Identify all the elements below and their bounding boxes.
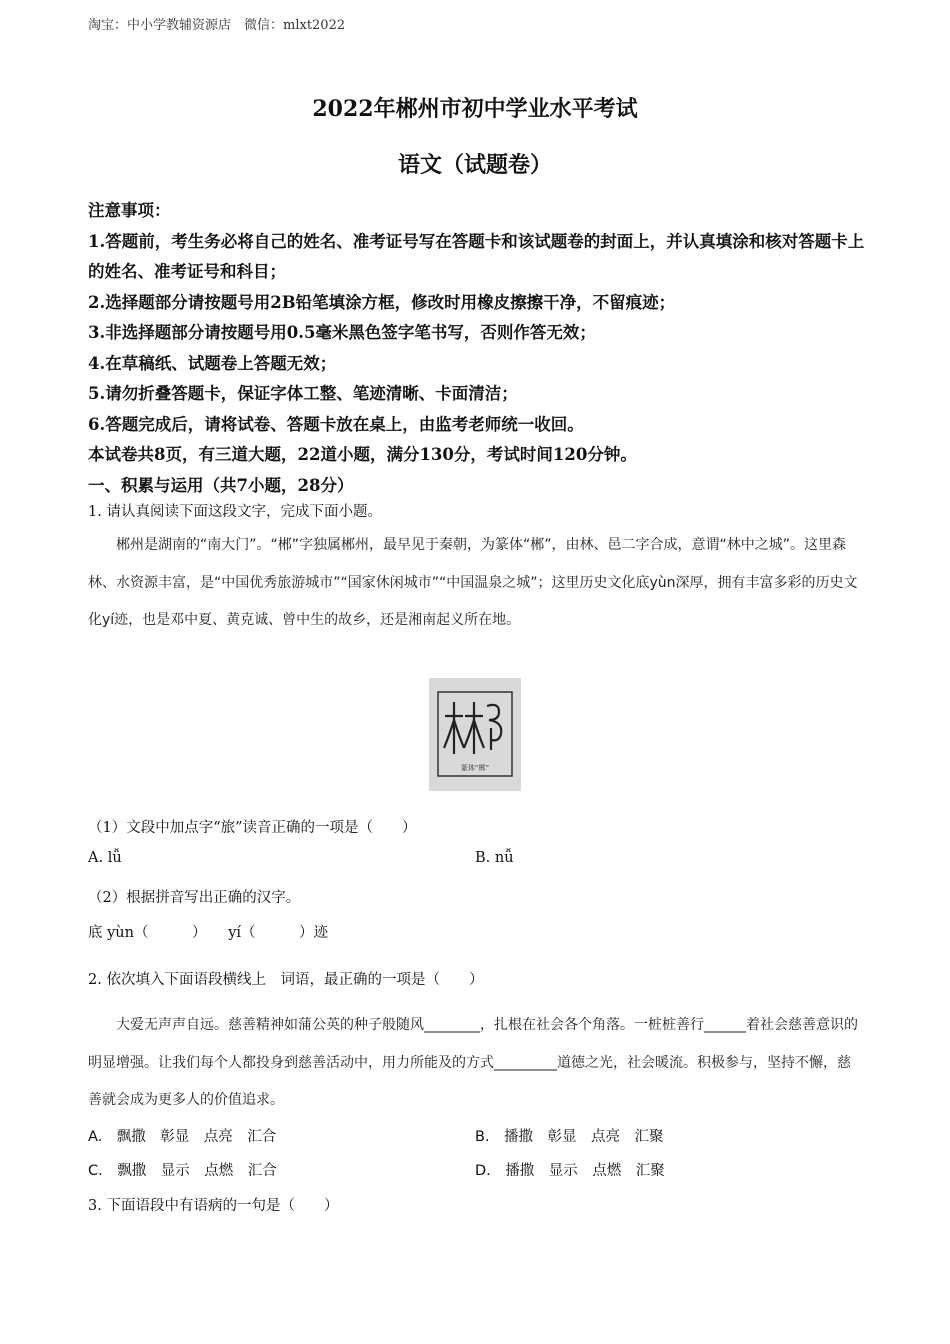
option-c: C. 飘撒 显示 点燃 汇合 [88, 1163, 277, 1179]
notice-item: 3.非选择题部分请按题号用0.5毫米黑色签字笔书写，否则作答无效； [88, 323, 596, 342]
notice-item: 6.答题完成后，请将试卷、答题卡放在桌上，由监考老师统一收回。 [88, 414, 584, 434]
question-1-stem: 1. 请认真阅读下面这段文字，完成下面小题。 [88, 504, 382, 520]
pinyin-blanks: 底 yùn（ ） yí（ ）迹 [88, 925, 329, 941]
option-d: D. 播撒 显示 点燃 汇聚 [475, 1163, 665, 1179]
option-b: B. nǚ [475, 850, 514, 866]
question-3-stem: 3. 下面语段中有语病的一句是（ ） [88, 1198, 339, 1214]
question-1-sub-1: （1）文段中加点字“旅”读音正确的一项是（ ） [88, 820, 417, 836]
exam-subtitle: 语文（试题卷） [397, 152, 552, 178]
notice-summary: 本试卷共8页，有三道大题，22道小题，满分130分，考试时间120分钟。 [88, 445, 637, 464]
notice-item: 4.在草稿纸、试题卷上答题无效； [88, 353, 337, 373]
passage-text: 郴州是湖南的“南大门”。“郴”字独属郴州，最早见于秦朝，为篆体“郴”，由林、邑二字合成，意谓“林中之城”。这里森林、水资源丰富，是“中国优秀旅游城市”“国家休闲城市”“中国温泉之城”；这里历史文化底yùn深厚，拥有丰富多彩的历史文化yí迹，也是邓中夏、黄克诚、曾中生的故乡，还是湘南起义所在地。 [88, 537, 858, 628]
section-title: 一、积累与运用（共7小题，28分） [88, 475, 354, 495]
notice-item: 5.请勿折叠答题卡，保证字体工整、笔迹清晰、卡面清洁； [88, 384, 518, 403]
seal-caption: 篆体“郴” [460, 764, 490, 772]
seal-image [429, 678, 521, 791]
option-b: B. 播撒 彰显 点亮 汇聚 [475, 1129, 664, 1145]
exam-title: 2022年郴州市初中学业水平考试 [312, 96, 638, 122]
notice-item: 2.选择题部分请按题号用2B铅笔填涂方框，修改时用橡皮擦擦干净，不留痕迹； [88, 292, 676, 312]
seal-script-chen-icon [429, 678, 521, 791]
question-1-passage [88, 527, 864, 640]
question-2-stem: 2. 依次填入下面语段横线上 词语，最正确的一项是（ ） [88, 972, 484, 988]
option-a: A. 飘撒 彰显 点亮 汇合 [88, 1129, 277, 1145]
notice-item: 1.答题前，考生务必将自己的姓名、准考证号写在答题卡和该试题卷的封面上，并认真填涂和核对答题卡上的姓名、准考证号和科目； [88, 231, 865, 281]
notice-block [88, 196, 868, 501]
option-a: A. lǚ [88, 850, 122, 866]
notice-heading: 注意事项： [88, 201, 171, 220]
page-header-note: 淘宝：中小学教辅资源店 微信：mlxt2022 [88, 18, 346, 33]
passage-text: 大爱无声声自远。慈善精神如蒲公英的种子般随风________，扎根在社会各个角落。一桩桩善行______着社会慈善意识的明显增强。让我们每个人都投身到慈善活动中，用力所能及的方式_________道德之光，社会暖流。积极参与，坚持不懈，慈善就会成为更多人的价值追求。 [88, 1017, 858, 1108]
question-2-passage [88, 1007, 864, 1120]
question-1-sub-2: （2）根据拼音写出正确的汉字。 [88, 890, 301, 906]
